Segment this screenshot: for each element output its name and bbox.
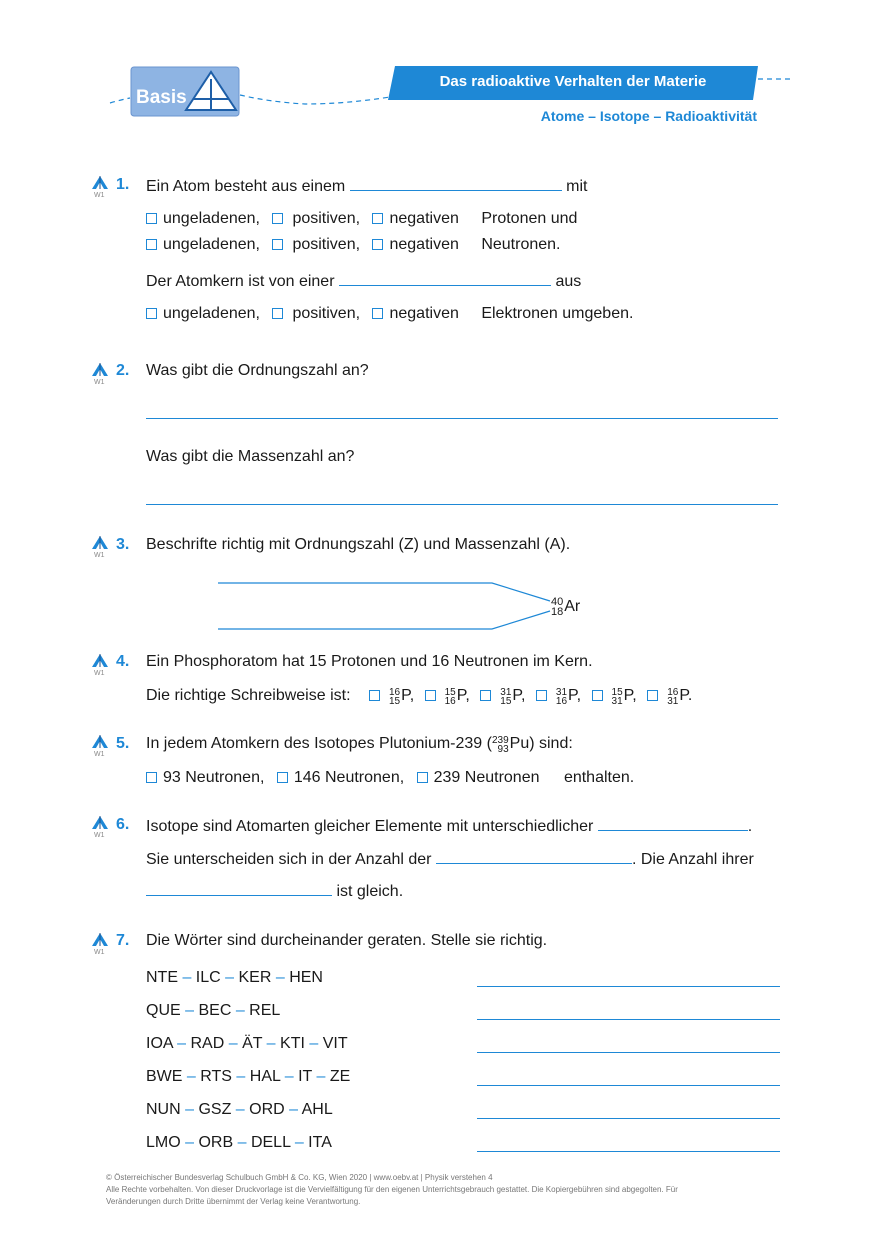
checkbox[interactable] bbox=[277, 772, 288, 783]
level-icon: W1 bbox=[91, 534, 109, 555]
level-icon bbox=[91, 174, 109, 199]
q5-statement: In jedem Atomkern des Isotopes Plutonium-239 ( 239 93 Pu) sind: bbox=[146, 735, 573, 755]
checkbox[interactable] bbox=[272, 239, 283, 250]
footer-rights: Alle Rechte vorbehalten. Von dieser Druckvorlage ist die Vervielfältigung für den eigenen Unterrichtsgebrauch gestattet. Die Kopiergebühren sind abgegolten. Für bbox=[106, 1185, 678, 1194]
q2-question-a: Was gibt die Ordnungszahl an? bbox=[146, 362, 369, 379]
answer-line[interactable] bbox=[477, 986, 780, 987]
basis-badge: Basis bbox=[136, 87, 187, 108]
checkbox[interactable] bbox=[647, 690, 658, 701]
level-tag: W1 bbox=[94, 192, 105, 199]
level-icon: W1 bbox=[91, 361, 109, 382]
checkbox[interactable] bbox=[417, 772, 428, 783]
answer-line[interactable] bbox=[477, 1085, 780, 1086]
q1-options-elektronen: ungeladenen, positiven, negativen Elektronen umgeben. bbox=[146, 305, 633, 323]
checkbox[interactable] bbox=[372, 213, 383, 224]
q3-instruction: Beschrifte richtig mit Ordnungszahl (Z) und Massenzahl (A). bbox=[146, 536, 571, 553]
answer-line[interactable] bbox=[477, 1118, 780, 1119]
checkbox[interactable] bbox=[369, 690, 380, 701]
answer-blank[interactable] bbox=[350, 176, 562, 191]
worksheet-title: Das radioaktive Verhalten der Materie bbox=[439, 73, 707, 90]
question-number: 6. bbox=[116, 816, 130, 833]
label-lines bbox=[210, 575, 560, 635]
footer-copyright: © Österreichischer Bundesverlag Schulbuch GmbH & Co. KG, Wien 2020 | www.oebv.at | Physik verstehen 4 bbox=[106, 1173, 493, 1182]
answer-line[interactable] bbox=[146, 504, 778, 505]
level-icon: W1 bbox=[91, 814, 109, 835]
scrambled-word-row: QUE – BEC – REL bbox=[146, 1002, 281, 1019]
q1-line-kern: Der Atomkern ist von einer aus bbox=[146, 273, 582, 290]
checkbox[interactable] bbox=[146, 308, 157, 319]
q6-line1: Isotope sind Atomarten gleicher Elemente mit unterschiedlicher . bbox=[146, 818, 753, 835]
scrambled-word-row: IOA – RAD – ÄT – KTI – VIT bbox=[146, 1035, 348, 1052]
answer-blank[interactable] bbox=[598, 816, 748, 831]
scrambled-word-row: BWE – RTS – HAL – IT – ZE bbox=[146, 1068, 351, 1085]
scrambled-word-row: LMO – ORB – DELL – ITA bbox=[146, 1134, 332, 1151]
checkbox[interactable] bbox=[372, 308, 383, 319]
footer-disclaimer: Veränderungen durch Dritte übernimmt der Verlag keine Verantwortung. bbox=[106, 1197, 361, 1206]
q1-options-protonen: ungeladenen, positiven, negativen Protonen und bbox=[146, 210, 577, 228]
q1-options-neutronen: ungeladenen, positiven, negativen Neutronen. bbox=[146, 236, 561, 254]
answer-blank[interactable] bbox=[339, 271, 551, 286]
scrambled-word-row: NTE – ILC – KER – HEN bbox=[146, 969, 323, 986]
worksheet-subtitle: Atome – Isotope – Radioaktivität bbox=[540, 108, 757, 124]
checkbox[interactable] bbox=[146, 239, 157, 250]
q6-line2: Sie unterscheiden sich in der Anzahl der . Die Anzahl ihrer bbox=[146, 851, 754, 868]
checkbox[interactable] bbox=[536, 690, 547, 701]
checkbox[interactable] bbox=[272, 213, 283, 224]
checkbox[interactable] bbox=[425, 690, 436, 701]
q1-line1: Ein Atom besteht aus einem mit bbox=[146, 178, 588, 195]
checkbox[interactable] bbox=[272, 308, 283, 319]
answer-line[interactable] bbox=[477, 1151, 780, 1152]
question-number: 7. bbox=[116, 932, 130, 949]
argon-isotope: 40 18 Ar bbox=[551, 596, 581, 618]
answer-line[interactable] bbox=[477, 1019, 780, 1020]
answer-blank[interactable] bbox=[146, 881, 332, 896]
answer-blank[interactable] bbox=[436, 849, 632, 864]
q6-line3: ist gleich. bbox=[146, 881, 403, 901]
question-number: 3. bbox=[116, 536, 130, 553]
level-icon: W1 bbox=[91, 652, 109, 673]
checkbox[interactable] bbox=[480, 690, 491, 701]
checkbox[interactable] bbox=[372, 239, 383, 250]
answer-line[interactable] bbox=[146, 418, 778, 419]
q4-options: Die richtige Schreibweise ist: 16 15 P, 15 16 P, 31 15 P, 31 16 P, 15 31 P, 16 31 P. bbox=[146, 687, 693, 707]
level-icon: W1 bbox=[91, 733, 109, 754]
scrambled-word-row: NUN – GSZ – ORD – AHL bbox=[146, 1101, 333, 1118]
question-number: 4. bbox=[116, 653, 130, 670]
question-number: 2. bbox=[116, 362, 130, 379]
q5-options: 93 Neutronen, 146 Neutronen, 239 Neutronen enthalten. bbox=[146, 769, 634, 787]
answer-line[interactable] bbox=[477, 1052, 780, 1053]
question-number: 5. bbox=[116, 735, 130, 752]
level-icon: W1 bbox=[91, 931, 109, 952]
question-number: 1. bbox=[116, 176, 130, 193]
q4-statement: Ein Phosphoratom hat 15 Protonen und 16 Neutronen im Kern. bbox=[146, 653, 593, 670]
checkbox[interactable] bbox=[146, 772, 157, 783]
q2-question-b: Was gibt die Massenzahl an? bbox=[146, 448, 355, 465]
checkbox[interactable] bbox=[592, 690, 603, 701]
q7-instruction: Die Wörter sind durcheinander geraten. Stelle sie richtig. bbox=[146, 932, 548, 949]
checkbox[interactable] bbox=[146, 213, 157, 224]
